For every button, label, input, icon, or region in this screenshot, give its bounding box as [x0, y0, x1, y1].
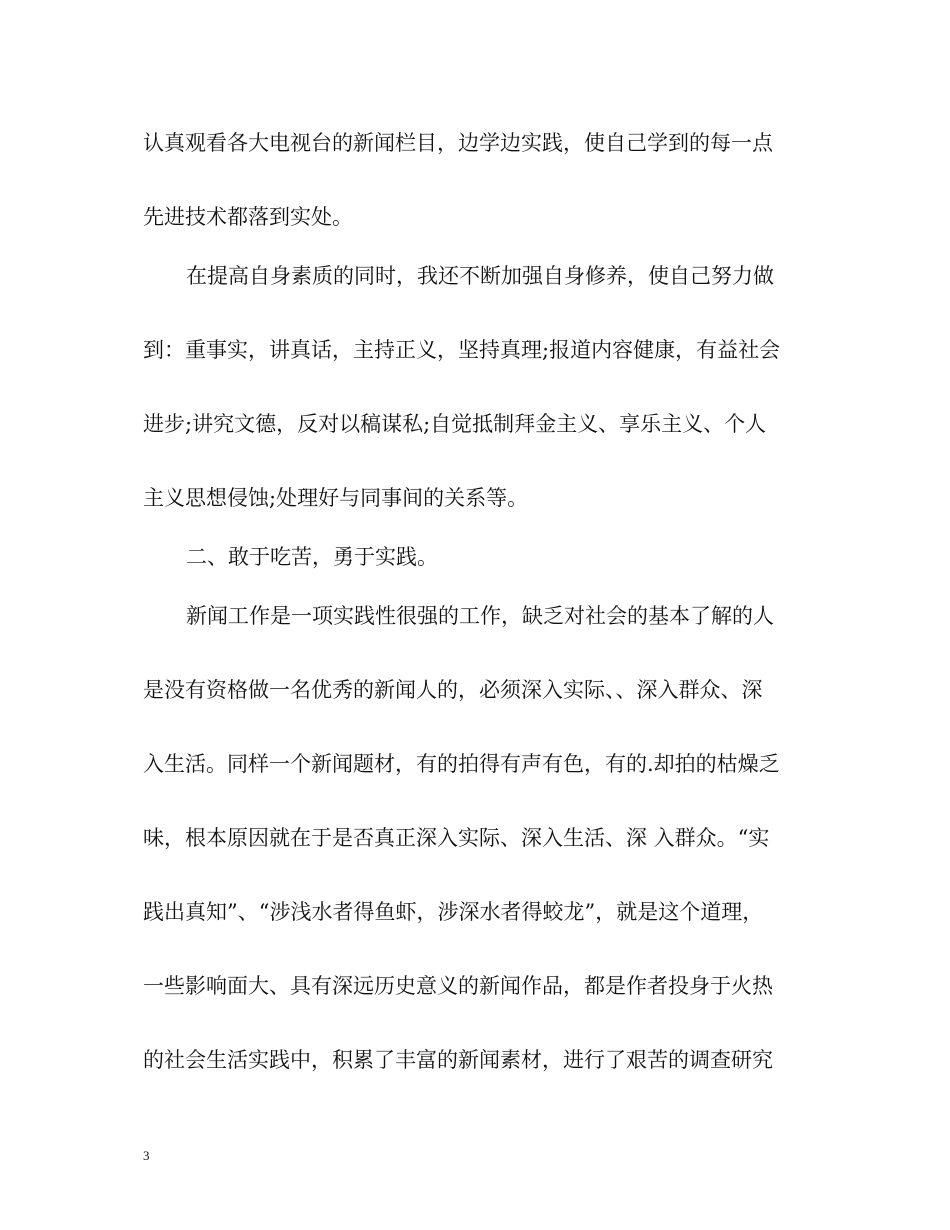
text-line: 先进技术都落到实处。: [143, 205, 353, 229]
text-line: 到：重事实，讲真话，主持正义，坚持真理;报道内容健康，有益社会: [143, 338, 781, 362]
text-line: 是没有资格做一名优秀的新闻人的，必须深入实际、、深入群众、深: [143, 678, 763, 702]
text-line: 的社会生活实践中，积累了丰富的新闻素材，进行了艰苦的调查研究: [143, 1048, 773, 1072]
paragraph-first-line: 新闻工作是一项实践性很强的工作，缺乏对社会的基本了解的人: [186, 604, 774, 628]
text-line: 味，根本原因就在于是否真正深入实际、深入生活、深 入群众。“实: [143, 826, 770, 850]
text-line: 认真观看各大电视台的新闻栏目，边学边实践，使自己学到的每一点: [143, 131, 773, 155]
section-heading: 二、敢于吃苦，勇于实践。: [186, 545, 438, 569]
text-line: 一些影响面大、具有深远历史意义的新闻作品，都是作者投身于火热: [143, 974, 773, 998]
text-line: 入生活。同样一个新闻题材，有的拍得有声有色，有的.却拍的枯燥乏: [143, 752, 780, 776]
text-line: 进步;讲究文德，反对以稿谋私;自觉抵制拜金主义、享乐主义、个人: [143, 412, 767, 436]
paragraph-first-line: 在提高自身素质的同时，我还不断加强自身修养，使自己努力做: [186, 264, 774, 288]
text-line: 主义思想侵蚀;处理好与同事间的关系等。: [143, 486, 529, 510]
page-number: 3: [143, 1148, 150, 1163]
text-line: 践出真知”、“涉浅水者得鱼虾，涉深水者得蛟龙”，就是这个道理，: [143, 900, 764, 924]
